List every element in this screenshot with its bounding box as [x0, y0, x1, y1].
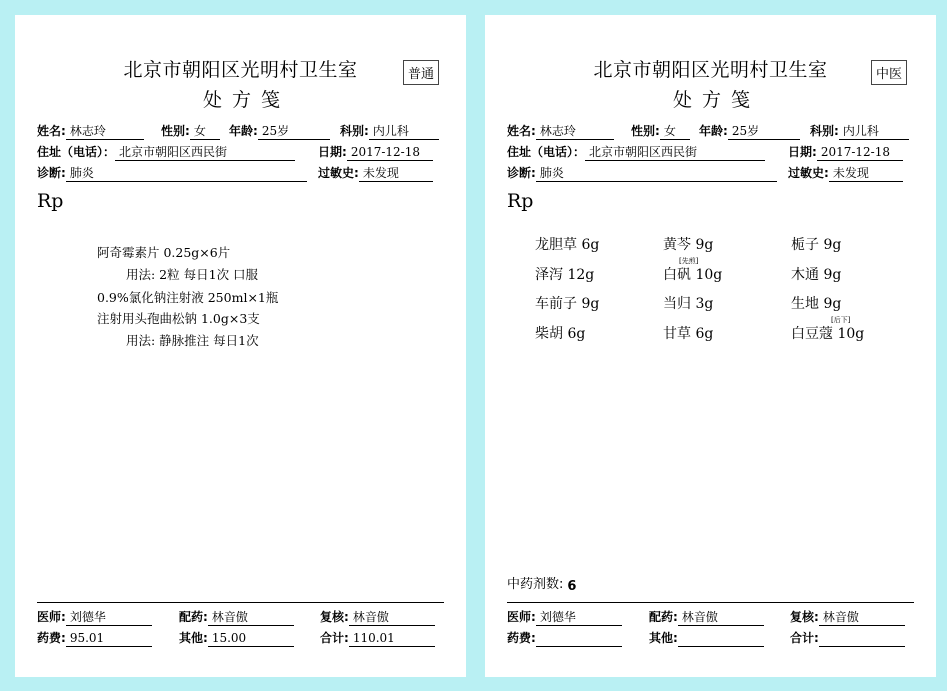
other-field: 其他: — [649, 629, 764, 649]
reviewer-name: 林音傲 — [819, 609, 905, 626]
doctor-field: 医师: 刘德华 — [507, 608, 622, 628]
dispense-field: 配药: 林音傲 — [179, 608, 294, 628]
fee-field: 药费: 95.01 — [37, 629, 152, 649]
other-field: 其他: 15.00 — [179, 629, 294, 649]
dept-field: 科别: 内儿科 — [340, 122, 439, 142]
date-field: 日期: 2017-12-18 — [318, 143, 433, 163]
type-badge: 普通 — [403, 60, 439, 85]
doctor-name: 刘德华 — [536, 609, 622, 626]
allergy: 未发现 — [359, 165, 433, 182]
med-usage: 用法: 2粒 每日1次 口服 — [126, 267, 259, 282]
herb-item: 车前子 9g — [535, 296, 600, 312]
herb-item: 生地 9g — [791, 296, 842, 312]
patient-address: 北京市朝阳区西民街 — [115, 144, 295, 161]
age-field: 年龄: 25岁 — [229, 122, 330, 142]
patient-age: 25岁 — [728, 123, 800, 140]
prescription-western — [15, 15, 466, 677]
dispenser-name: 林音傲 — [208, 609, 294, 626]
footer-divider — [37, 602, 444, 603]
total-field: 合计: 110.01 — [320, 629, 435, 649]
herb-note: [先煎] — [679, 257, 699, 265]
prescription-date: 2017-12-18 — [347, 144, 433, 161]
rp-mark: Rp — [37, 190, 64, 212]
med-line: 注射用头孢曲松钠 1.0g×3支 — [97, 311, 260, 326]
patient-name: 林志玲 — [536, 123, 614, 140]
allergy-field: 过敏史: 未发现 — [318, 164, 433, 184]
other-fee: 15.00 — [208, 630, 294, 647]
patient-age: 25岁 — [258, 123, 330, 140]
allergy: 未发现 — [829, 165, 903, 182]
herb-item: [先煎] 白矾 10g — [663, 257, 723, 283]
herb-item: 木通 9g — [791, 267, 842, 283]
herb-item: 黄芩 9g — [663, 237, 714, 253]
dispense-field: 配药: 林音傲 — [649, 608, 764, 628]
clinic-title: 北京市朝阳区光明村卫生室 — [123, 59, 358, 81]
prescription-subtitle: 处方笺 — [672, 89, 760, 111]
herb-item: 栀子 9g — [791, 237, 842, 253]
herb-note: [后下] — [831, 316, 851, 324]
footer-divider — [507, 602, 914, 603]
doctor-name: 刘德华 — [66, 609, 152, 626]
herb-item: 当归 3g — [663, 296, 714, 312]
drug-fee: 95.01 — [66, 630, 152, 647]
address-field: 住址（电话）： 北京市朝阳区西民街 — [507, 143, 765, 163]
type-badge: 中医 — [871, 60, 907, 85]
doctor-field: 医师: 刘德华 — [37, 608, 152, 628]
dose-count: 中药剂数: 6 — [507, 577, 577, 594]
address-field: 住址（电话）： 北京市朝阳区西民街 — [37, 143, 295, 163]
date-field: 日期: 2017-12-18 — [788, 143, 903, 163]
herb-item: [后下] 白豆蔻 10g — [791, 316, 865, 342]
herb-item: 甘草 6g — [663, 326, 714, 342]
name-field: 姓名: 林志玲 — [37, 122, 144, 142]
review-field: 复核: 林音傲 — [790, 608, 905, 628]
diagnosis: 肺炎 — [536, 165, 777, 182]
clinic-title: 北京市朝阳区光明村卫生室 — [593, 59, 828, 81]
allergy-field: 过敏史: 未发现 — [788, 164, 903, 184]
other-fee — [678, 630, 764, 647]
herb-item: 柴胡 6g — [535, 326, 586, 342]
herb-item: 泽泻 12g — [535, 267, 595, 283]
patient-name: 林志玲 — [66, 123, 144, 140]
patient-dept: 内儿科 — [839, 123, 909, 140]
patient-row-1 — [507, 122, 914, 142]
prescription-tcm — [485, 15, 936, 677]
herb-item: 龙胆草 6g — [535, 237, 600, 253]
patient-row-3 — [37, 164, 444, 184]
diagnosis: 肺炎 — [66, 165, 307, 182]
patient-row-2 — [507, 143, 914, 163]
footer-row-2 — [37, 629, 444, 649]
patient-address: 北京市朝阳区西民街 — [585, 144, 765, 161]
med-line: 阿奇霉素片 0.25g×6片 — [97, 245, 231, 260]
dept-field: 科别: 内儿科 — [810, 122, 909, 142]
patient-gender: 女 — [660, 123, 690, 140]
med-usage: 用法: 静脉推注 每日1次 — [126, 333, 259, 348]
patient-row-1 — [37, 122, 444, 142]
patient-row-2 — [37, 143, 444, 163]
patient-dept: 内儿科 — [369, 123, 439, 140]
gender-field: 性别: 女 — [631, 122, 690, 142]
age-field: 年龄: 25岁 — [699, 122, 800, 142]
diagnosis-field: 诊断: 肺炎 — [37, 164, 307, 184]
total-fee — [819, 630, 905, 647]
fee-field: 药费: — [507, 629, 622, 649]
total-field: 合计: — [790, 629, 905, 649]
rp-mark: Rp — [507, 190, 534, 212]
name-field: 姓名: 林志玲 — [507, 122, 614, 142]
patient-gender: 女 — [190, 123, 220, 140]
gender-field: 性别: 女 — [161, 122, 220, 142]
prescription-date: 2017-12-18 — [817, 144, 903, 161]
footer-row-1 — [37, 608, 444, 628]
dispenser-name: 林音傲 — [678, 609, 764, 626]
prescription-subtitle: 处方笺 — [202, 89, 290, 111]
med-line: 0.9%氯化钠注射液 250ml×1瓶 — [97, 290, 279, 305]
patient-row-3 — [507, 164, 914, 184]
review-field: 复核: 林音傲 — [320, 608, 435, 628]
diagnosis-field: 诊断: 肺炎 — [507, 164, 777, 184]
footer-row-2 — [507, 629, 914, 649]
total-fee: 110.01 — [349, 630, 435, 647]
drug-fee — [536, 630, 622, 647]
footer-row-1 — [507, 608, 914, 628]
reviewer-name: 林音傲 — [349, 609, 435, 626]
